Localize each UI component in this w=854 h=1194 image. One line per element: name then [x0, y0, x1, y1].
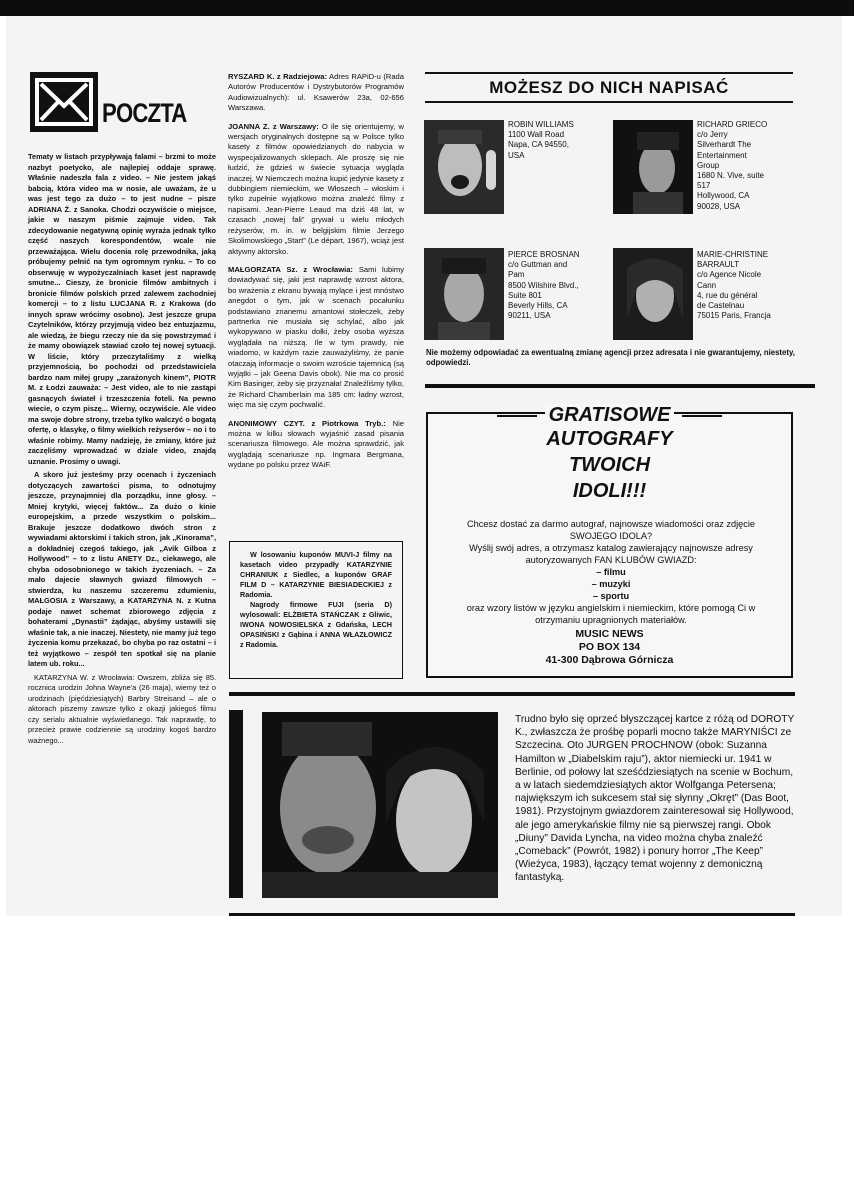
autographs-headline-line: TWOICH [568, 454, 651, 476]
lottery-box [229, 541, 403, 679]
section-title: POCZTA [102, 98, 187, 128]
lottery-text [240, 550, 392, 650]
address-line: Napa, CA 94550, [508, 140, 569, 150]
decorative-black-bar [229, 710, 243, 898]
divider [425, 384, 815, 388]
addresses-title: MOŻESZ DO NICH NAPISAĆ [489, 78, 729, 97]
autographs-outro: oraz wzory listów w języku angielskim i niemieckim, które pomogą Ci w otrzymaniu upragnionych materiałów. [466, 603, 756, 625]
letter-text: Sami lubimy dowiadywać się, jaki jest naprawdę wzrost aktora, bo wrażenia z ekranu bywają mylące i jest mnóstwo anegdot o tym, jak w scenach pocałunku podstawiano znanemu amantowi stołeczek, żeby partnerka nie musiała się schylać, albo jak wykopywano w piasku dołki, żeby osoba wyższa wyglądała na niższą. Ile w tym prawdy, nie wiadomo, w każdym razie zauważyliśmy, że panie otaczają informacje o swoim wzroście tajemnicą (są wyjątki – jak Geena Davis obok). Nie ma co prosić Kim Basinger, żeby się przyznała! Znaleźliśmy tylko, że Richard Chamberlain ma 185 cm: ładny wzrost, więc ma się czym pochwalić. [228, 264, 404, 410]
autographs-instruction: Wyślij swój adres, a otrzymasz katalog zawierający najnowsze adresy autoryzowanych FAN KLUBÓW GWIAZD: [469, 543, 753, 565]
letter-author: RYSZARD K. z Radziejowa: [228, 72, 328, 81]
address-line: PIERCE BROSNAN [508, 250, 580, 259]
address-richard-grieco [697, 120, 807, 212]
poczta-logo [30, 72, 215, 134]
address-line: c/o Guttman and [508, 260, 568, 270]
autographs-category: – sportu [592, 591, 630, 601]
photo-richard-grieco [613, 120, 693, 214]
address-line: USA [508, 150, 525, 160]
address-marie-christine-barrault [697, 250, 807, 321]
address-line: MUSIC NEWS [575, 628, 644, 640]
divider [425, 101, 793, 103]
address-line: Entertainment [697, 150, 747, 160]
letter-paragraph: A skoro już jesteśmy przy ocenach i życzeniach dotyczących zawartości pisma, to odnotujmy jeszcze, przynajmniej dla porządku, inne głosy. – Mniej krytyki, więcej faktów... Za dużo o kinie europejskim, a przede wszystkim o polskim... Brakuje jeszcze dodatkowo dwóch stron z wywiadami aktorskimi i takich stron, jak „Kinorama”, a dokładniej czegoś takiego, jak „Avik Gilboa z Hollywood” – to z listu ANETY Dz., ciekawego, ale chyba odosobnionego w takich życzeniach. – Za mało dajecie sławnych gwiazd filmowych – stwierdza, ku naszemu szczeremu zdumieniu, MAŁGOSIA z Warszawy, a KATARZYNA N. z Kutna podaje nawet schemat zbiorowego zdjęcia z bohaterami „Dynastii” żądając, abyśmy ustawili się właśnie tak, a nie inaczej. Niestety, nie mamy już tego życzenia komu przekazać, bo chyba po raz ostatni – i też wyjątkowo – zespół ten spotkał się na planie latem ub. roku... [28, 470, 216, 668]
address-line: Group [697, 160, 720, 170]
address-line: 75015 Paris, Francja [697, 311, 771, 321]
address-robin-williams [508, 120, 608, 161]
headline-rule [497, 415, 537, 417]
letter-entry [228, 122, 404, 257]
divider [229, 913, 795, 916]
addresses-note: Nie możemy odpowiadać za ewentualną zmianę agencji przez adresata i nie gwarantujemy, niestety, odpowiedzi. [426, 348, 795, 368]
address-line: ROBIN WILLIAMS [508, 120, 574, 129]
letter-entry [228, 72, 404, 114]
divider [229, 692, 795, 696]
autographs-category: – muzyki [591, 579, 631, 589]
address-line: Suite 801 [508, 290, 542, 300]
lottery-paragraph: Nagrody firmowe FUJI (seria D) wylosowali: ELŻBIETA STAŃCZAK z Gliwic, IWONA NOWOSIELSKA z Gdańska, LECH OPASIŃSKI z Gąbina i ANNA WŁAZŁOWICZ z Radomia. [240, 600, 392, 649]
address-line: BARRAULT [697, 260, 740, 270]
autographs-address [428, 628, 791, 667]
address-line: Pam [508, 270, 525, 280]
autographs-headline-line [428, 404, 791, 427]
letter-text: Adres RAPiD-u (Rada Autorów Producentów i Dystrybutorów Programów Audiowizualnych): ul. Ksawerów 23a, 02-656 Warszawa. [228, 72, 404, 113]
address-line: 1100 Wall Road [508, 130, 565, 140]
headline-rule [682, 415, 722, 417]
autographs-headline-line: AUTOGRAFY [546, 428, 673, 450]
letter-author: JOANNA Z. z Warszawy: [228, 121, 319, 131]
address-line: 90028, USA [697, 201, 741, 211]
address-line: 4, rue du général [697, 290, 758, 300]
address-line: Beverly Hills, CA [508, 301, 568, 311]
address-line: 8500 Wilshire Blvd., [508, 280, 579, 290]
top-black-bar [0, 0, 854, 16]
address-line: PO BOX 134 [578, 641, 641, 653]
autographs-category: – filmu [596, 567, 626, 577]
letter-entry [228, 419, 404, 471]
photo-marie-christine-barrault [613, 248, 693, 340]
photo-pierce-brosnan [424, 248, 504, 340]
story-text: Trudno było się oprzeć błyszczącej kartce z różą od DOROTY K., zwłaszcza że prośbę poparli mocno także MARYNIŚCI ze Szczecina. Oto JURGEN PROCHNOW (obok: Suzanna Hamilton w „Diabelskim raju”), aktor niemiecki ur. 1941 w Berlinie, od połowy lat sześćdziesiątych na scenie w Bochum, a w latach siedemdziesiątych aktor Wolfganga Petersena; największym ich sukcesem stał się słynny „Okręt” (Das Boot, 1981). Przystojnym gwiazdorem zainteresował się Hollywood, ale jego amerykańskie filmy nie są pierwszej rangi. Obok „Diuny” Davida Lyncha, na video można chyba znaleźć „Comeback” (Powrót, 1982) i ponury horror „The Keep” (Wieżyca, 1983), łączący temat wojenny z demoniczną fantastyką. [515, 714, 795, 884]
autographs-intro: Chcesz dostać za darmo autograf, najnowsze wiadomości oraz zdjęcie SWOJEGO IDOLA? [466, 519, 755, 541]
envelope-icon [30, 72, 98, 132]
address-line: Cann [697, 280, 717, 290]
photo-robin-williams [424, 120, 504, 214]
headline-text: GRATISOWE [545, 404, 675, 426]
address-line: Hollywood, CA [697, 191, 750, 201]
letter-paragraph: Tematy w listach przypływają falami – brzmi to może nazbyt poetycko, ale najlepiej oddaje sprawę. Właśnie nadeszła fala z video. – Nie jestem jakąś babcią, która video ma w nosie, ale uważam, że u was jest tego za dużo – to jest nudne – pisze ADRIANA Ż. z Sanoka. Chodzi oczywiście o miejsce, jakie w naszym piśmie zajmuje video. Tak zdecydowanie negatywną opinię wyraża jednak tylko część naszych korespondentów, wcale nie przeważająca. Wielu docenia rolę przewodnika, jaką próbujemy pełnić na tym ogromnym rynku. – To co obserwuję w wypożyczalniach kaset jest naprawdę smutne... Cieszy, że bronicie filmów ambitnych i bronicie filmów polskich przed zalewem zachodniej komercji – to z listu LUCJANA R. z Krakowa (do innych spraw wrócimy osobno). Jest jeszcze grupa Czytelników, którzy przyjmują video bez entuzjazmu, ale wiedzą, że biegu rzeczy nie da się powstrzymać i że mamy obowiązek stawiać czoło tej nowej sytuacji. W liście, który przeczytaliśmy z wielką przyjemnością, bo pochodzi od przedstawiciela bardzo nam miłej grupy „zarażonych kinem”, PIOTR M. z Łodzi zauważa: – Jest video, ale to nie zastąpi gasnących świateł i trzeszczenia foteli. Na pewno wiecie, o czym piszę... Wierny, oczywiście. Ale video ma swoje dobre strony, trzeba tylko walczyć o bogatą ofertę, o klasykę, o filmy wielkich reżyserów – no i to właśnie robimy. Mamy nadzieję, że zmiany, które już zaczęliśmy wprowadzać w dziale video, znajdą uznanie. Prosimy o uwagi. [28, 152, 216, 466]
address-line: c/o Agence Nicole [697, 270, 762, 280]
lottery-paragraph: W losowaniu kuponów MUVI-J filmy na kasetach video przypadły KATARZYNIE CHRANIUK z Siedlec, a kuponów GRAF FILM D – KATARZYNIE BIESIADECKIEJ z Radomia. [240, 550, 392, 599]
address-line: de Castelnau [697, 301, 745, 311]
address-line: 90211, USA [508, 311, 551, 321]
address-line: 517 [697, 181, 711, 191]
letter-entry [228, 265, 404, 411]
address-line: 1680 N. Vive, suite [697, 171, 765, 181]
autographs-body [446, 518, 776, 626]
divider [425, 72, 793, 74]
letter-text: Nie można w kilku słowach wyjaśnić zasad pisania scenariusza filmowego. Ale można sprawdzić, jak wyglądają scenariusze np. Ingmara Bergmana, wydane po polsku przez WAiF. [228, 418, 404, 470]
address-pierce-brosnan [508, 250, 608, 321]
address-line: RICHARD GRIECO [697, 120, 768, 129]
letters-column-1 [28, 152, 216, 749]
letter-author: ANONIMOWY CZYT. z Piotrkowa Tryb.: [228, 418, 386, 428]
address-line: 41-300 Dąbrowa Górnicza [545, 654, 674, 666]
address-line: MARIE-CHRISTINE [697, 250, 769, 259]
letters-column-2 [228, 72, 404, 474]
letter-text: O ile się orientujemy, w wersjach oryginalnych dostępne są w Polsce tylko kasety z filmów opowiedzianych do nabycia w wyspecjalizowanych sklepach. Ale proszę się nie łudzić, że gdzieś w świecie sytuacja wygląda inaczej. W Niemczech można kupić jedynie kasety z dubbingiem niemieckim, we Włoszech – włoskim i tylko zupełnie wyjątkowo można znaleźć filmy z napisami. Jean-Pierre Leaud ma dziś 48 lat, w czasach „nowej fali” grywał u wielu młodych reżyserów, m. in. w belgijskim filmie Jerzego Skolimowskiego „Start” (Le départ, 1967), wciąż jest aktywny aktorsko. [228, 121, 404, 256]
autographs-box [426, 404, 793, 678]
autographs-headline-line: IDOLI!!! [572, 480, 647, 502]
letter-paragraph: KATARZYNA W. z Wrocławia: Owszem, zbliża się 85. rocznica urodzin Johna Wayne'a (26 maja), wiemy też o urodzinach (pięćdziesiątych) Barbry Streisand – ale o aktorach piszemy zawsze tylko z okazji jakiegoś filmu czy serialu aktualnie wyświetlanego. Tak naprawdę, to przecież prawie codziennie są urodziny kogoś bardzo ważnego... [28, 672, 216, 745]
address-line: c/o Jerry [697, 130, 728, 140]
letter-author: MAŁGORZATA Sz. z Wrocławia: [228, 264, 353, 274]
photo-prochnow-hamilton [262, 712, 498, 898]
address-line: Silverhardt The [697, 140, 752, 150]
